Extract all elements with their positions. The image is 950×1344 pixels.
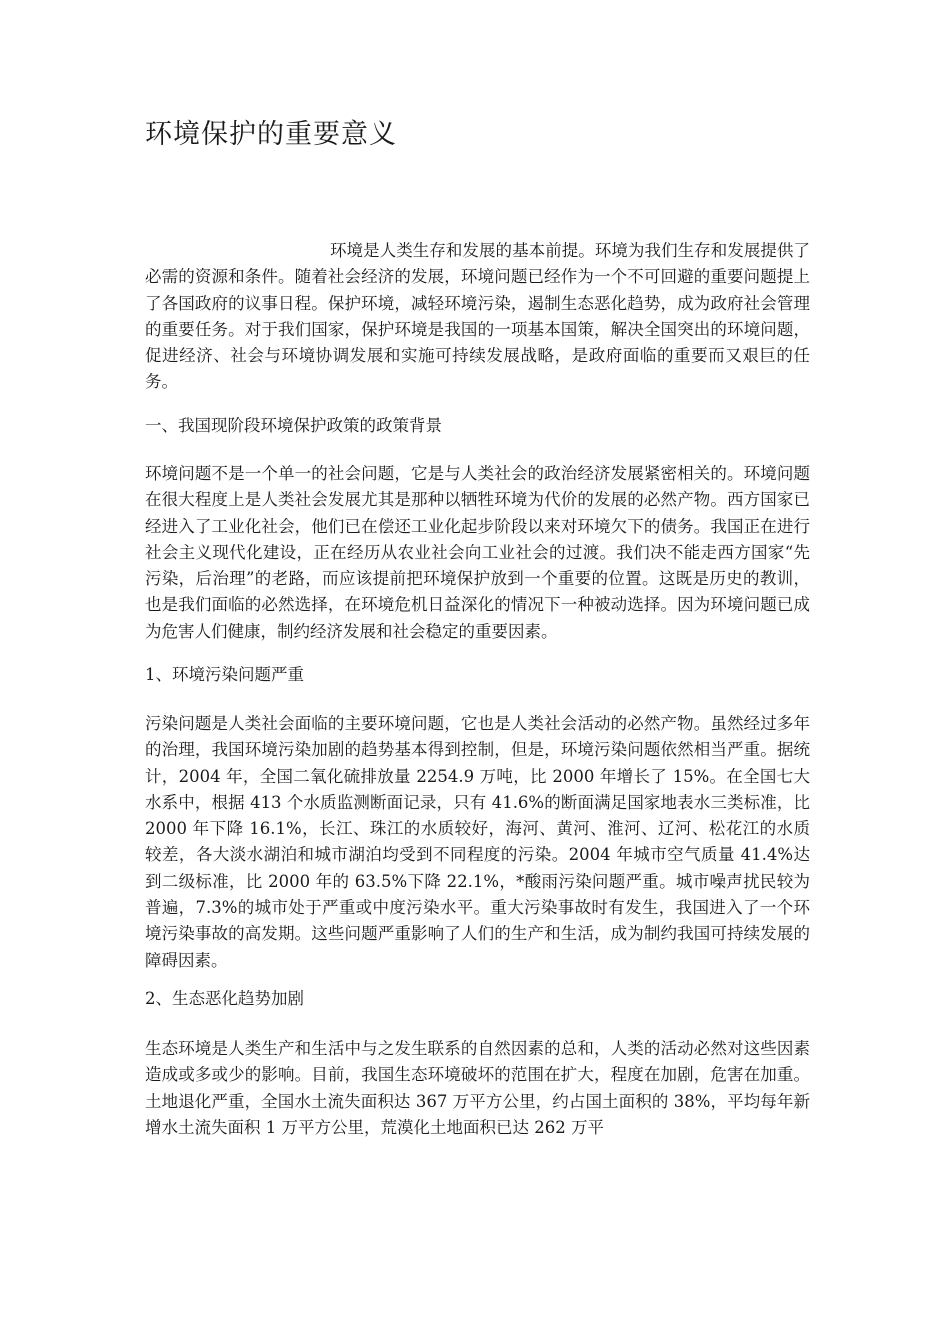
section-paragraph-policy-background: 环境问题不是一个单一的社会问题，它是与人类社会的政治经济发展紧密相关的。环境问题在很大程度上是人类社会发展尤其是那种以牺牲环境为代价的发展的必然产物。西方国家已经进入了工业化社会，他们已在偿还工业化起步阶段以来对环境欠下的债务。我国正在进行社会主义现代化建设，正在经历从农业社会向工业社会的过渡。我们决不能走西方国家“先污染，后治理”的老路，而应该提前把环境保护放到一个重要的位置。这既是历史的教训，也是我们面临的必然选择，在环境危机日益深化的情况下一种被动选择。因为环境问题已成为危害人们健康，制约经济发展和社会稳定的重要因素。 (145, 464, 810, 641)
subsection-heading-pollution: 1、环境污染问题严重 (145, 665, 304, 684)
document-title: 环境保护的重要意义 (145, 119, 397, 150)
subsection-paragraph-pollution: 污染问题是人类社会面临的主要环境问题，它也是人类社会活动的必然产物。虽然经过多年的治理，我国环境污染加剧的趋势基本得到控制，但是，环境污染问题依然相当严重。据统计，2004 年，全国二氧化硫排放量 2254.9 万吨，比 2000 年增长了 15%。在全国七大水系中，根据 413 个水质监测断面记录，只有 41.6%的断面满足国家地表水三类标准，比 2000 年下降 16.1%，长江、珠江的水质较好，海河、黄河、淮河、辽河、松花江的水质较差，各大淡水湖泊和城市湖泊均受到不同程度的污染。2004 年城市空气质量 41.4%达到二级标准，比 2000 年的 63.5%下降 22.1%，*酸雨污染问题严重。城市噪声扰民较为普遍，7.3%的城市处于严重或中度污染水平。重大污染事故时有发生，我国进入了一个环境污染事故的高发期。这些问题严重影响了人们的生产和生活，成为制约我国可持续发展的障碍因素。 (145, 714, 810, 970)
subsection-paragraph-ecology: 生态环境是人类生产和生活中与之发生联系的自然因素的总和，人类的活动必然对这些因素造成或多或少的影响。目前，我国生态环境破坏的范围在扩大，程度在加剧，危害在加重。土地退化严重，全国水土流失面积达 367 万平方公里，约占国土面积的 38%，平均每年新增水土流失面积 1 万平方公里，荒漠化土地面积已达 262 万平 (145, 1039, 810, 1137)
section-heading-policy-background: 一、我国现阶段环境保护政策的政策背景 (145, 416, 442, 435)
intro-paragraph: 环境是人类生存和发展的基本前提。环境为我们生存和发展提供了必需的资源和条件。随着社会经济的发展，环境问题已经作为一个不可回避的重要问题提上了各国政府的议事日程。保护环境，减轻环境污染，遏制生态恶化趋势，成为政府社会管理的重要任务。对于我们国家，保护环境是我国的一项基本国策，解决全国突出的环境问题，促进经济、社会与环境协调发展和实施可持续发展战略，是政府面临的重要而又艰巨的任务。 (145, 241, 810, 392)
subsection-heading-ecology: 2、生态恶化趋势加剧 (145, 989, 304, 1008)
